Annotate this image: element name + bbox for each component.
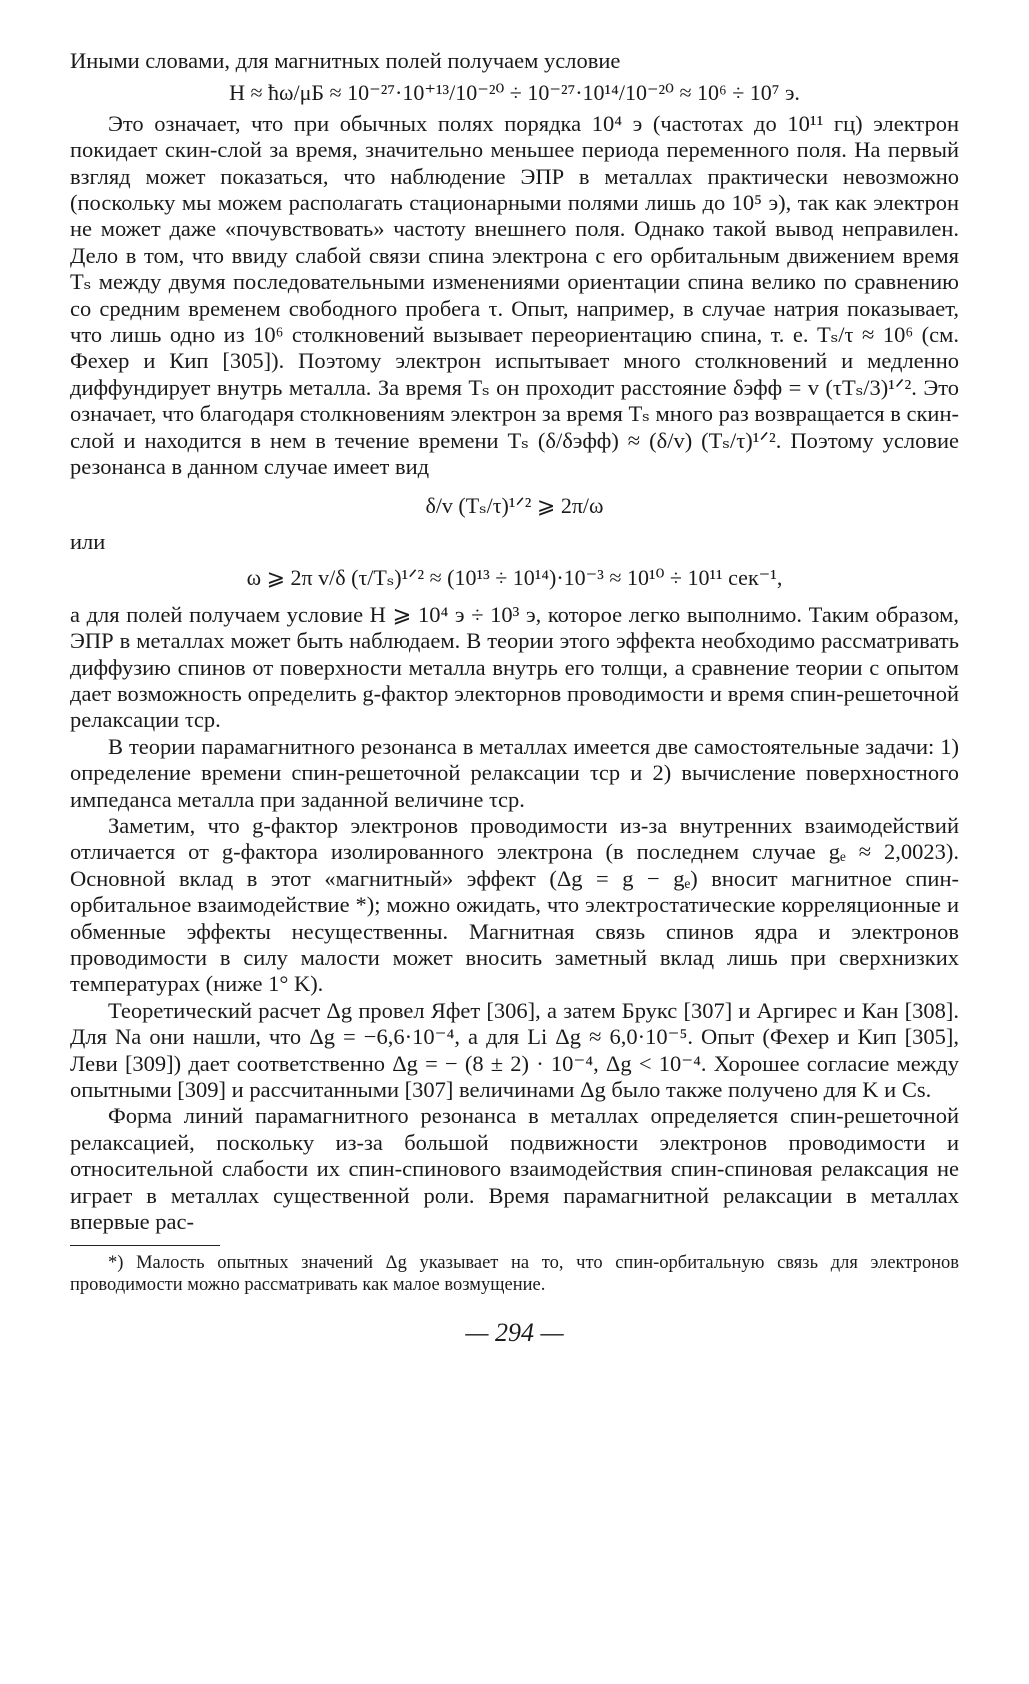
- formula-frequency-condition: ω ⩾ 2π v/δ (τ/Tₛ)¹ᐟ² ≈ (10¹³ ÷ 10¹⁴)·10⁻³ ≈ 10¹⁰ ÷ 10¹¹ сек⁻¹,: [246, 565, 783, 591]
- footnote-divider: [70, 1245, 220, 1246]
- page-number: — 294 —: [465, 1318, 564, 1348]
- paragraph-g-factor: Заметим, что g-фактор электронов проводимости из-за внутренних взаимодействий отличается от g-фактора изолированного электрона (в последнем случае gₑ ≈ 2,0023). Основной вклад в этот «магнитный» эффект (Δg = g − gₑ) вносит магнитное спин-орбитальное взаимодействие *); можно ожидать, что электростатические корреляционные и обменные эффекты несущественны. Магнитная связь спинов ядра и электронов проводимости в силу малости может вносить заметный вклад лишь при сверхнизких температурах (ниже 1° K).: [70, 812, 959, 997]
- intro-line: Иными словами, для магнитных полей получаем условие: [70, 48, 621, 73]
- or-label: или: [70, 528, 106, 554]
- formula-field-condition: H ≈ ħω/μБ ≈ 10⁻²⁷·10⁺¹³/10⁻²⁰ ÷ 10⁻²⁷·10¹⁴/10⁻²⁰ ≈ 10⁶ ÷ 10⁷ э.: [229, 80, 800, 106]
- paragraph-skin-layer: Это означает, что при обычных полях порядка 10⁴ э (частотах до 10¹¹ гц) электрон покидает скин-слой за время, значительно меньшее периода переменного поля. На первый взгляд может показаться, что наблюдение ЭПР в металлах практически невозможно (поскольку мы можем располагать стационарными полями лишь до 10⁵ э), так как электрон не может даже «почувствовать» частоту внешнего поля. Однако такой вывод неправилен. Дело в том, что ввиду слабой связи спина электрона с его орбитальным движением время Tₛ между двумя последовательными изменениями ориентации спина велико по сравнению со средним временем свободного пробега τ. Опыт, например, в случае натрия показывает, что лишь одно из 10⁶ столкновений вызывает переориентацию спина, т. е. Tₛ/τ ≈ 10⁶ (см. Фехер и Кип [305]). Поэтому электрон испытывает много столкновений и медленно диффундирует внутрь металла. За время Tₛ он проходит расстояние δэфф = v (τTₛ/3)¹ᐟ². Это означает, что благодаря столкновениям электрон за время Tₛ много раз возвращается в скин-слой и находится в нем в течение времени Tₛ (δ/δэфф) ≈ (δ/v) (Tₛ/τ)¹ᐟ². Поэтому условие резонанса в данном случае имеет вид: [70, 110, 959, 480]
- paragraph-theoretical-calc: Теоретический расчет Δg провел Яфет [306], а затем Брукс [307] и Аргирес и Кан [308]. Для Na они нашли, что Δg = −6,6·10⁻⁴, а для Li Δg ≈ 6,0·10⁻⁵. Опыт (Фехер и Кип [305], Леви [309]) дает соответственно Δg = − (8 ± 2) · 10⁻⁴, Δg < 10⁻⁴. Хорошее согласие между опытными [309] и рассчитанными [307] величинами Δg было также получено для K и Cs.: [70, 997, 959, 1103]
- paragraph-epr-observable: а для полей получаем условие H ⩾ 10⁴ э ÷ 10³ э, которое легко выполнимо. Таким образом, ЭПР в металлах может быть наблюдаем. В теории этого эффекта необходимо рассматривать диффузию спинов от поверхности металла внутрь его толщи, а сравнение теории с опытом дает возможность определить g-фактор электорнов проводимости и время спин-решеточной релаксации τср.: [70, 601, 959, 733]
- paragraph-line-shape: Форма линий парамагнитного резонанса в металлах определяется спин-решеточной релаксацией, поскольку из-за большой подвижности электронов проводимости и относительной слабости их спин-спинового взаимодействия спин-спиновая релаксация не играет в металлах существенной роли. Время парамагнитной релаксации в металлах впервые рас-: [70, 1103, 959, 1235]
- footnote: *) Малость опытных значений Δg указывает на то, что спин-орбитальную связь для электронов проводимости можно рассматривать как малое возмущение.: [70, 1253, 959, 1296]
- paragraph-two-tasks: В теории парамагнитного резонанса в металлах имеется две самостоятельные задачи: 1) определение времени спин-решеточной релаксации τср и 2) вычисление поверхностного импеданса металла при заданной величине τср.: [70, 733, 959, 812]
- formula-resonance-condition: δ/v (Tₛ/τ)¹ᐟ² ⩾ 2π/ω: [425, 492, 604, 518]
